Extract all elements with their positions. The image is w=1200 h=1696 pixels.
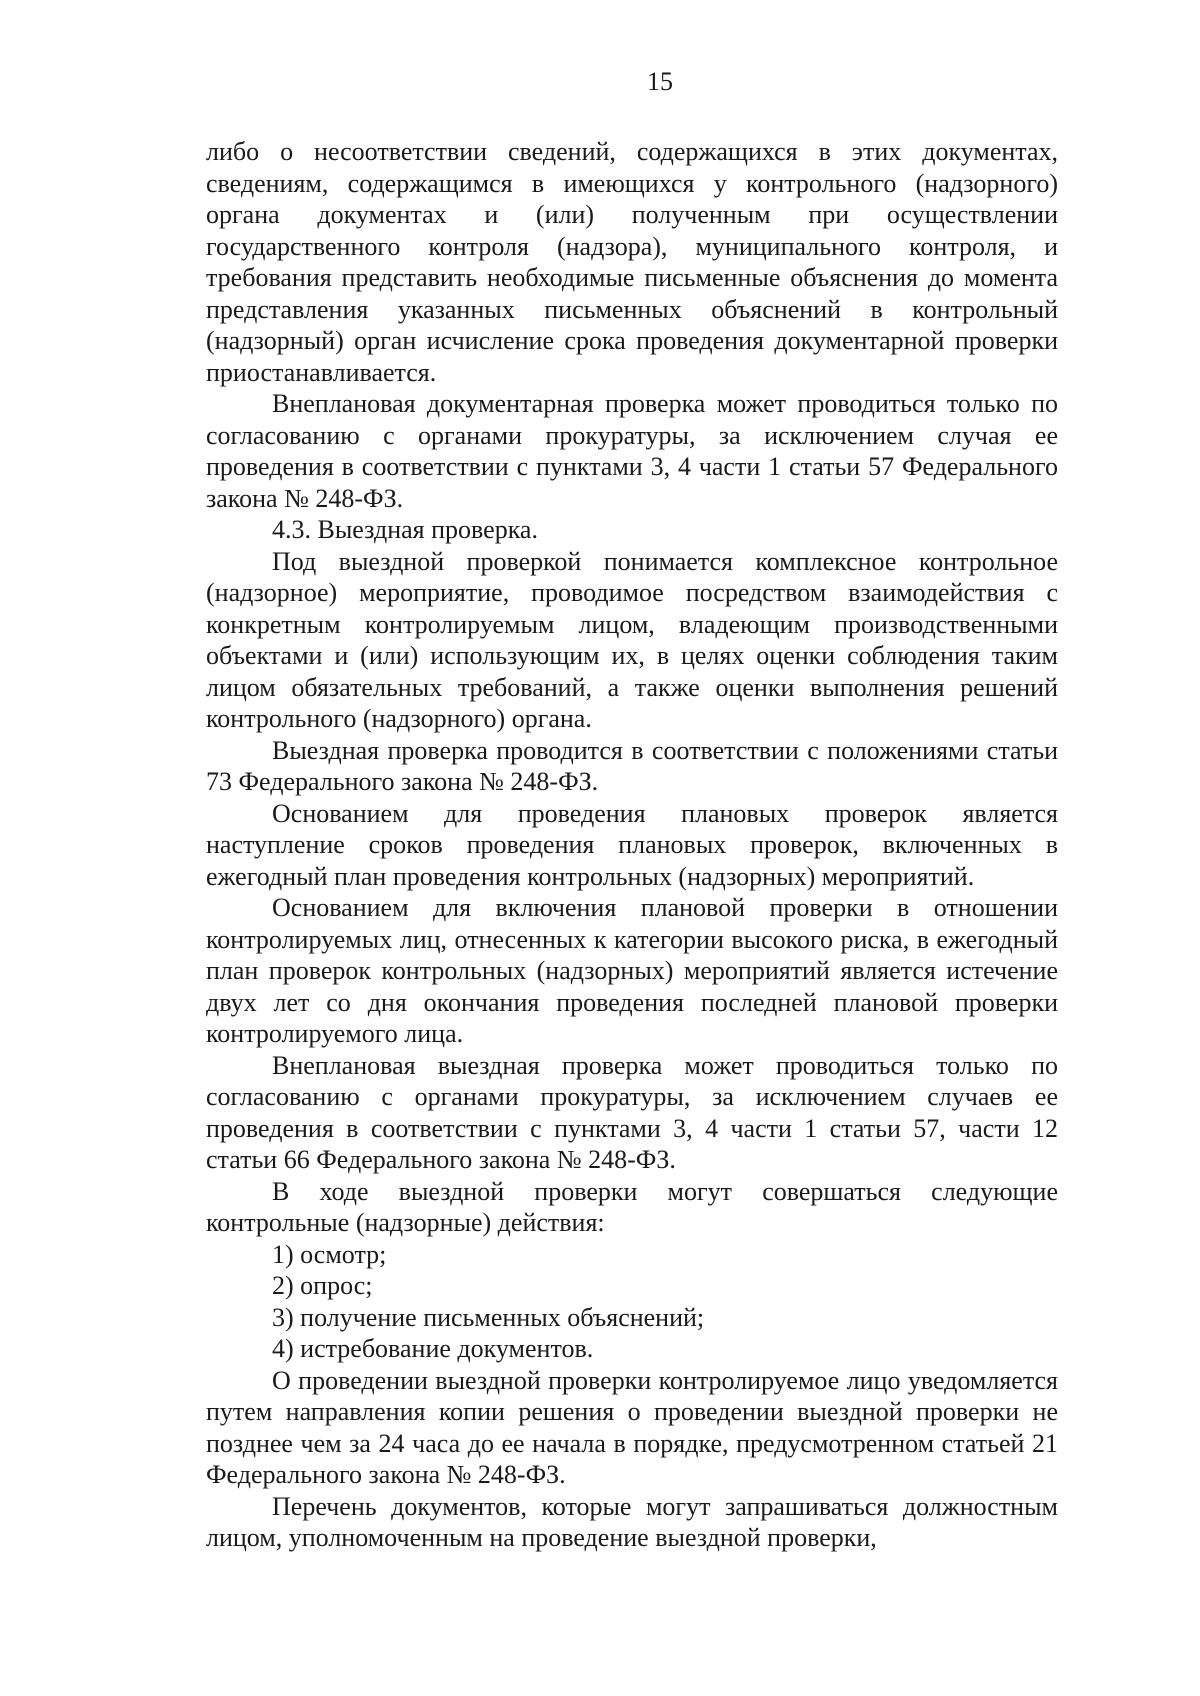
paragraph-unscheduled-documentary-check: Внеплановая документарная проверка может проводиться только по согласованию с органами прокуратуры, за исключением случая ее проведения в соответствии с пунктами 3, 4 части 1 статьи 57 Федерального закона № 248-ФЗ. — [206, 389, 1058, 513]
paragraph-continuation: либо о несоответствии сведений, содержащихся в этих документах, сведениям, содержащимся в имеющихся у контрольного (надзорного) органа документах и (или) полученным при осуществлении государственного контроля (надзора), муниципального контроля, и требования представить необходимые письменные объяснения до момента представления указанных письменных объяснений в контрольный (надзорный) орган исчисление срока проведения документарной проверки приостанавливается. — [206, 137, 1058, 387]
paragraph-document-list: Перечень документов, которые могут запрашиваться должностным лицом, уполномоченным на проведение выездной проверки, — [206, 1491, 1058, 1552]
section-heading-4-3: 4.3. Выездная проверка. — [272, 515, 538, 544]
list-item-survey: 2) опрос; — [272, 1271, 373, 1300]
document-body — [206, 136, 1058, 1554]
paragraph-notification: О проведении выездной проверки контролируемое лицо уведомляется путем направления копии решения о проведении выездной проверки не позднее чем за 24 часа до ее начала в порядке, предусмотренном статьей 21 Федерального закона № 248-ФЗ. — [206, 1365, 1058, 1489]
paragraph-control-actions-intro: В ходе выездной проверки могут совершаться следующие контрольные (надзорные) действия: — [206, 1176, 1058, 1237]
list-item-inspection: 1) осмотр; — [272, 1239, 387, 1269]
paragraph-scheduled-check-grounds: Основанием для проведения плановых проверок является наступление сроков проведения плановых проверок, включенных в ежегодный план проведения контрольных (надзорных) мероприятий. — [206, 798, 1058, 891]
paragraph-high-risk-inclusion: Основанием для включения плановой проверки в отношении контролируемых лиц, отнесенных к категории высокого риска, в ежегодный план проверок контрольных (надзорных) мероприятий является истечение двух лет со дня окончания проведения последней плановой проверки контролируемого лица. — [206, 893, 1058, 1048]
paragraph-onsite-check-article-73: Выездная проверка проводится в соответствии с положениями статьи 73 Федерального закона № 248-ФЗ. — [206, 735, 1058, 796]
list-item-document-request: 4) истребование документов. — [272, 1334, 594, 1363]
page-number: 15 — [647, 67, 673, 96]
paragraph-onsite-check-definition: Под выездной проверкой понимается комплексное контрольное (надзорное) мероприятие, проводимое посредством взаимодействия с конкретным контролируемым лицом, владеющим производственными объектами и (или) использующим их, в целях оценки соблюдения таким лицом обязательных требований, а также оценки выполнения решений контрольного (надзорного) органа. — [206, 546, 1058, 733]
list-item-written-explanations: 3) получение письменных объяснений; — [272, 1302, 705, 1332]
paragraph-unscheduled-onsite-check: Внеплановая выездная проверка может проводиться только по согласованию с органами прокуратуры, за исключением случаев ее проведения в соответствии с пунктами 3, 4 части 1 статьи 57, части 12 статьи 66 Федерального закона № 248-ФЗ. — [206, 1050, 1058, 1174]
